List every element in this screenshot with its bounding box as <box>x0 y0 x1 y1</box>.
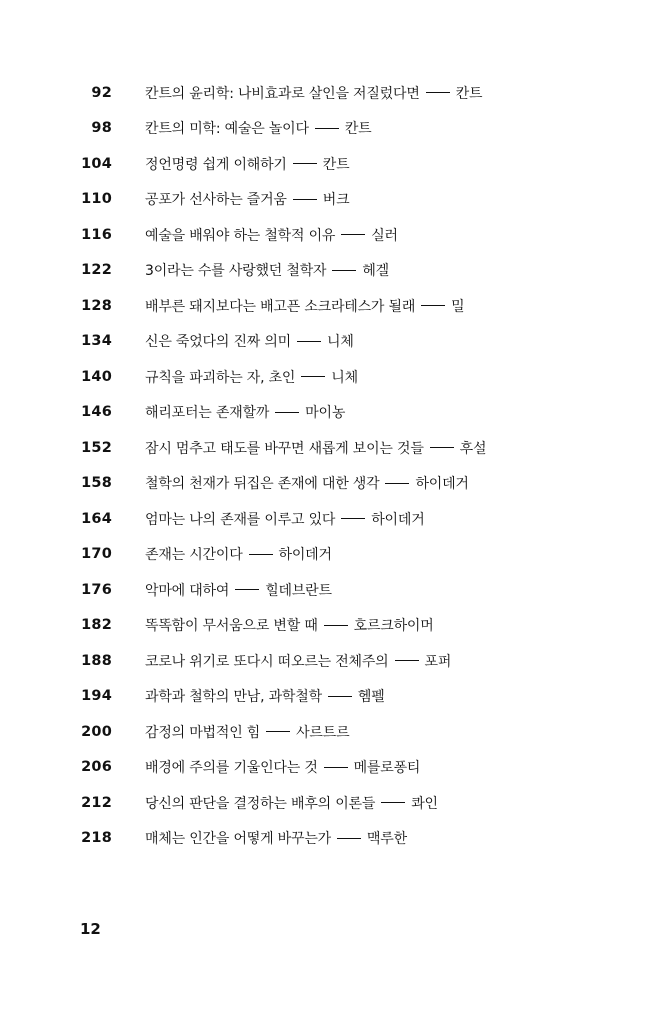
toc-entry-182[interactable] <box>0 608 665 644</box>
toc-entry-text <box>145 118 372 138</box>
em-dash <box>385 483 409 484</box>
toc-entry-text <box>145 402 345 422</box>
em-dash <box>301 376 325 377</box>
toc-entry-92[interactable] <box>0 75 665 111</box>
toc-page-number: 134 <box>81 333 112 350</box>
toc-entry-text <box>145 651 451 671</box>
toc-title: 규칙을 파괴하는 자, 초인 <box>145 369 296 386</box>
em-dash <box>324 625 348 626</box>
em-dash <box>395 660 419 661</box>
toc-page-number: 146 <box>81 404 112 421</box>
toc-title: 배경에 주의를 기울인다는 것 <box>145 760 318 777</box>
em-dash <box>266 731 290 732</box>
toc-entry-text <box>145 154 349 174</box>
toc-page-number: 122 <box>81 262 112 279</box>
em-dash <box>235 589 259 590</box>
toc-author: 칸트 <box>455 85 483 102</box>
em-dash <box>332 270 356 271</box>
toc-author: 밀 <box>451 298 465 315</box>
em-dash <box>328 696 352 697</box>
toc-title: 감정의 마법적인 힘 <box>145 724 261 741</box>
toc-author: 버크 <box>322 192 350 209</box>
toc-entry-194[interactable] <box>0 679 665 715</box>
toc-page-number: 164 <box>81 510 112 527</box>
em-dash <box>430 447 454 448</box>
toc-page-number: 110 <box>81 191 112 208</box>
toc-entry-164[interactable] <box>0 501 665 537</box>
toc-entry-text <box>145 189 349 209</box>
em-dash <box>426 92 450 93</box>
em-dash <box>293 199 317 200</box>
toc-author: 포퍼 <box>424 653 452 670</box>
toc-title: 엄마는 나의 존재를 이루고 있다 <box>145 511 336 528</box>
em-dash <box>315 128 339 129</box>
toc-title: 해리포터는 존재할까 <box>145 405 270 422</box>
toc-page-number: 98 <box>91 120 112 137</box>
toc-page-number: 170 <box>81 546 112 563</box>
toc-entry-text <box>145 260 389 280</box>
toc-title: 똑똑함이 무서움으로 변할 때 <box>145 618 318 635</box>
toc-page-number: 200 <box>81 723 112 740</box>
em-dash <box>293 163 317 164</box>
toc-title: 배부른 돼지보다는 배고픈 소크라테스가 될래 <box>145 298 416 315</box>
toc-author: 하이데거 <box>371 511 425 528</box>
toc-title: 3이라는 수를 사랑했던 철학자 <box>145 263 327 280</box>
toc-entry-text <box>145 544 332 564</box>
toc-author: 맥루한 <box>366 831 407 848</box>
toc-entry-212[interactable] <box>0 785 665 821</box>
toc-page-number: 194 <box>81 688 112 705</box>
toc-author: 실러 <box>371 227 398 244</box>
toc-author: 칸트 <box>344 121 372 138</box>
toc-entry-98[interactable] <box>0 111 665 147</box>
toc-entry-text <box>145 828 407 848</box>
toc-entry-146[interactable] <box>0 395 665 431</box>
toc-entry-152[interactable] <box>0 430 665 466</box>
toc-title: 코로나 위기로 또다시 떠오르는 전체주의 <box>145 653 389 670</box>
toc-title: 매체는 인간을 어떻게 바꾸는가 <box>145 831 331 848</box>
toc-entry-text <box>145 296 464 316</box>
toc-author: 마이농 <box>305 405 346 422</box>
toc-author: 니체 <box>331 369 358 386</box>
toc-page-number: 176 <box>81 581 112 598</box>
em-dash <box>275 412 299 413</box>
toc-entry-text <box>145 722 349 742</box>
toc-title: 당신의 판단을 결정하는 배후의 이론들 <box>145 795 376 812</box>
toc-title: 정언명령 쉽게 이해하기 <box>145 156 287 173</box>
table-of-contents <box>0 75 665 856</box>
em-dash <box>341 518 365 519</box>
toc-page-number: 158 <box>81 475 112 492</box>
em-dash <box>249 554 273 555</box>
toc-entry-text <box>145 686 385 706</box>
toc-page-number: 92 <box>91 84 112 101</box>
toc-title: 과학과 철학의 만남, 과학철학 <box>145 689 322 706</box>
toc-page-number: 206 <box>81 759 112 776</box>
toc-entry-text <box>145 580 332 600</box>
toc-entry-text <box>145 757 420 777</box>
toc-page-number: 104 <box>81 155 112 172</box>
toc-author: 사르트르 <box>296 724 350 741</box>
toc-page-number: 152 <box>81 439 112 456</box>
toc-entry-218[interactable] <box>0 821 665 857</box>
toc-page-number: 116 <box>81 226 112 243</box>
toc-title: 존재는 시간이다 <box>145 547 243 564</box>
toc-entry-116[interactable] <box>0 217 665 253</box>
toc-entry-text <box>145 473 469 493</box>
toc-author: 칸트 <box>322 156 350 173</box>
toc-title: 잠시 멈추고 태도를 바꾸면 새롭게 보이는 것들 <box>145 440 424 457</box>
toc-page-number: 128 <box>81 297 112 314</box>
em-dash <box>337 838 361 839</box>
toc-title: 철학의 천재가 뒤집은 존재에 대한 생각 <box>145 476 380 493</box>
toc-page-number: 182 <box>81 617 112 634</box>
toc-entry-122[interactable] <box>0 253 665 289</box>
toc-entry-206[interactable] <box>0 750 665 786</box>
toc-entry-200[interactable] <box>0 714 665 750</box>
toc-title: 예술을 배워야 하는 철학적 이유 <box>145 227 336 244</box>
toc-title: 칸트의 미학: 예술은 놀이다 <box>145 121 309 138</box>
toc-entry-text <box>145 83 482 103</box>
em-dash <box>324 767 348 768</box>
em-dash <box>297 341 321 342</box>
toc-entry-text <box>145 225 398 245</box>
toc-page-number: 140 <box>81 368 112 385</box>
toc-entry-170[interactable] <box>0 537 665 573</box>
toc-entry-110[interactable] <box>0 182 665 218</box>
toc-page-number: 188 <box>81 652 112 669</box>
toc-entry-158[interactable] <box>0 466 665 502</box>
toc-title: 신은 죽었다의 진짜 의미 <box>145 334 291 351</box>
footer-page-number: 12 <box>80 920 101 938</box>
toc-author: 헤겔 <box>362 263 390 280</box>
toc-entry-188[interactable] <box>0 643 665 679</box>
toc-entry-text <box>145 615 434 635</box>
toc-author: 하이데거 <box>415 476 469 493</box>
toc-page-number: 218 <box>81 830 112 847</box>
toc-author: 콰인 <box>411 795 438 812</box>
toc-page-number: 212 <box>81 794 112 811</box>
toc-entry-text <box>145 509 425 529</box>
toc-entry-text <box>145 438 486 458</box>
toc-entry-128[interactable] <box>0 288 665 324</box>
toc-title: 칸트의 윤리학: 나비효과로 살인을 저질렀다면 <box>145 85 420 102</box>
toc-author: 메를로퐁티 <box>353 760 421 777</box>
toc-entry-text <box>145 331 354 351</box>
em-dash <box>341 234 365 235</box>
toc-author: 힐데브란트 <box>265 582 332 599</box>
toc-entry-text <box>145 367 358 387</box>
toc-entry-176[interactable] <box>0 572 665 608</box>
toc-title: 공포가 선사하는 즐거움 <box>145 192 287 209</box>
toc-title: 악마에 대하여 <box>145 582 230 599</box>
toc-author: 후설 <box>459 440 487 457</box>
toc-entry-104[interactable] <box>0 146 665 182</box>
toc-author: 하이데거 <box>278 547 332 564</box>
em-dash <box>421 305 445 306</box>
toc-entry-140[interactable] <box>0 359 665 395</box>
toc-author: 헴펠 <box>357 689 385 706</box>
toc-entry-text <box>145 793 438 813</box>
toc-author: 니체 <box>327 334 354 351</box>
toc-author: 호르크하이머 <box>353 618 434 635</box>
em-dash <box>381 802 405 803</box>
toc-entry-134[interactable] <box>0 324 665 360</box>
